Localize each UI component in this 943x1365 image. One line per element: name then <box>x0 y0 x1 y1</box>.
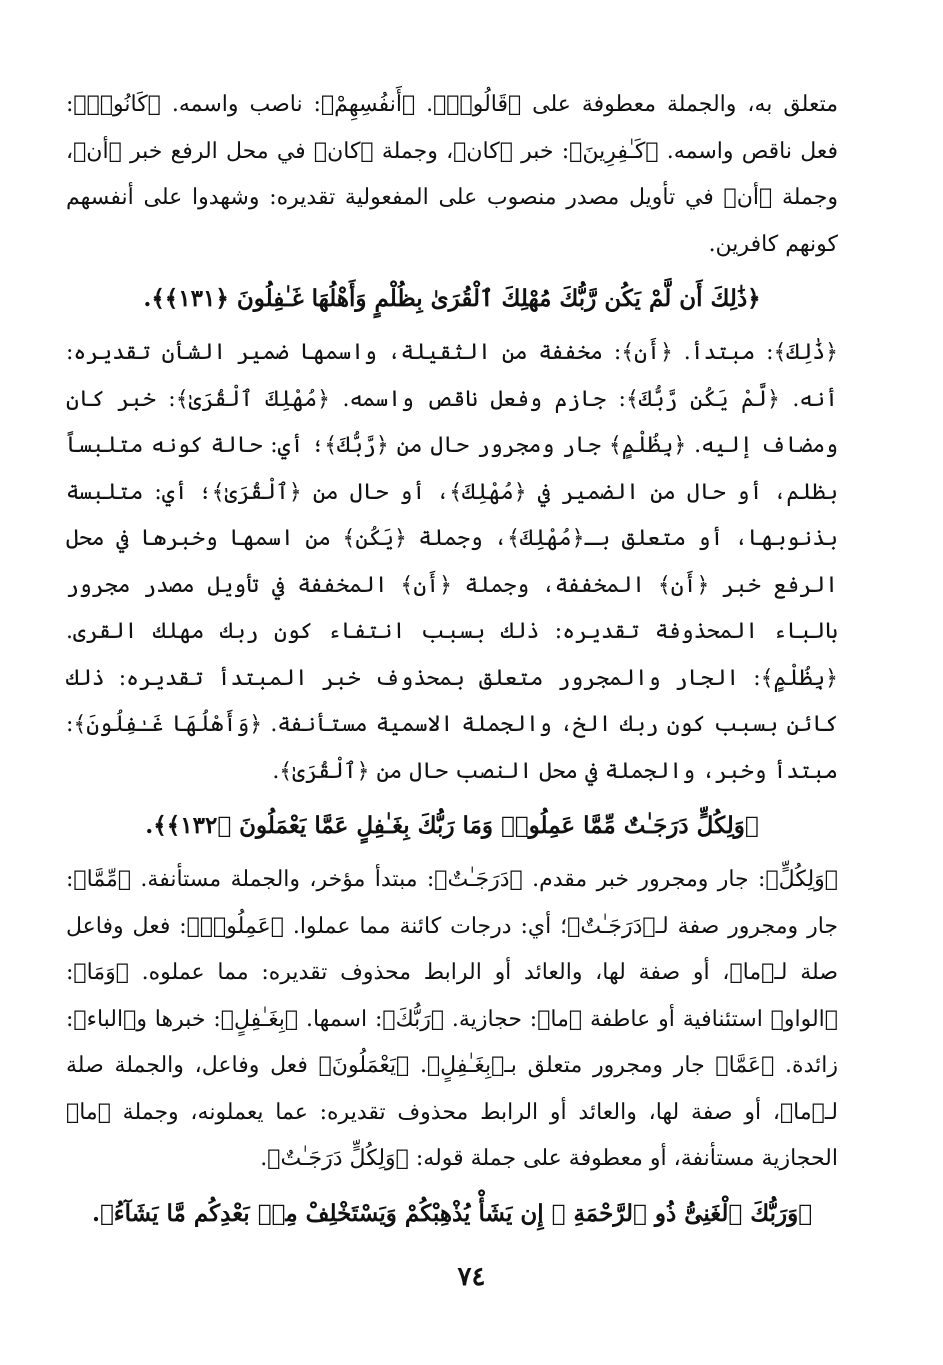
paragraph-grammar-132: ﴿وَلِكُلٍّ﴾: جار ومجرور خبر مقدم. ﴿دَرَجَـٰتٌ﴾: مبتدأ مؤخر، والجملة مستأنفة. ﴿مِّمَّا﴾: جار ومجرور صفة لـ﴿دَرَجَـٰتٌ﴾؛ أي: درجات كائنة مما عملوا. ﴿عَمِلُوا۟﴾: فعل وفاعل صلة لـ﴿ما﴾، أو صفة لها، والعائد أو الرابط محذوف تقديره: مما عملوه. ﴿وَمَا﴾: ﴿الواو﴾ استئنافية أو عاطفة ﴿ما﴾: حجازية. ﴿رَبُّكَ﴾: اسمها. ﴿بِغَـٰفِلٍ﴾: خبرها و﴿الباء﴾: زائدة. ﴿عَمَّا﴾ جار ومجرور متعلق بـ﴿بِغَـٰفِلٍ﴾. ﴿يَعْمَلُونَ﴾ فعل وفاعل، والجملة صلة لـ﴿ما﴾، أو صفة لها، والعائد أو الرابط محذوف تقديره: عما يعملونه، وجملة ﴿ما﴾ الحجازية مستأنفة، أو معطوفة على جملة قوله: ﴿وَلِكُلٍّ دَرَجَـٰتٌ﴾. <box>66 867 839 1171</box>
page-body <box>66 82 838 1245</box>
quran-verse-132: ﴿وَلِكُلٍّ دَرَجَـٰتٌ مِّمَّا عَمِلُوا۟ وَمَا رَبُّكَ بِغَـٰفِلٍ عَمَّا يَعْمَلُونَ ﴿١٣٢﴾﴾. <box>145 812 759 839</box>
paragraph-intro: متعلق به، والجملة معطوفة على ﴿قَالُوا۟﴾. ﴿أَنفُسِهِمْ﴾: ناصب واسمه. ﴿كَانُوا۟﴾: فعل ناقص واسمه. ﴿كَـٰفِرِينَ﴾: خبر ﴿كان﴾، وجملة ﴿كان﴾ في محل الرفع خبر ﴿أن﴾، وجملة ﴿أن﴾ في تأويل مصدر منصوب على المفعولية تقديره: وشهدوا على أنفسهم كونهم كافرين. <box>66 92 838 257</box>
page-number: ٧٤ <box>457 1262 486 1292</box>
quran-verse-133: ﴿وَرَبُّكَ ٱلْغَنِىُّ ذُو ٱلرَّحْمَةِ ۚ إِن يَشَأْ يُذْهِبْكُمْ وَيَسْتَخْلِفْ مِنۢ بَعْدِكُم مَّا يَشَآءُ﴾. <box>91 1199 813 1227</box>
quran-verse-131: ﴿ذَٰلِكَ أَن لَّمْ يَكُن رَّبُّكَ مُهْلِكَ ٱلْقُرَىٰ بِظُلْمٍ وَأَهْلُهَا غَـٰفِلُونَ ﴿١٣١﴾﴾. <box>143 285 761 312</box>
paragraph-grammar-131: ﴿ذَٰلِكَ﴾: مبتدأ. ﴿أَن﴾: مخففة من الثقيلة، واسمها ضمير الشأن تقديره: أنه. ﴿لَّمْ يَكُن رَّبُّكَ﴾: جازم وفعل ناقص واسمه. ﴿مُهْلِكَ ٱلْقُرَىٰ﴾: خبر كان ومضاف إليه. ﴿بِظُلْمٍ﴾ جار ومجرور حال من ﴿رَّبُّكَ﴾؛ أي: حالة كونه متلبساً بظلم، أو حال من الضمير في ﴿مُهْلِكَ﴾، أو حال من ﴿ٱلْقُرَىٰ﴾؛ أي: متلبسة بذنوبها، أو متعلق بـ﴿مُهْلِكَ﴾، وجملة ﴿يَكُن﴾ من اسمها وخبرها في محل الرفع خبر ﴿أَن﴾ المخففة، وجملة ﴿أَن﴾ المخففة في تأويل مصدر مجرور بالباء المحذوفة تقديره: ذلك بسبب انتفاء كون ربك مهلك القرى. ﴿بِظُلْمٍ﴾: الجار والمجرور متعلق بمحذوف خبر المبتدأ تقديره: ذلك كائن بسبب كون ربك الخ، والجملة الاسمية مستأنفة. ﴿وَأَهْلُهَا غَـٰفِلُونَ﴾: مبتدأ وخبر، والجملة في محل النصب حال من ﴿ٱلْقُرَىٰ﴾. <box>66 340 839 784</box>
